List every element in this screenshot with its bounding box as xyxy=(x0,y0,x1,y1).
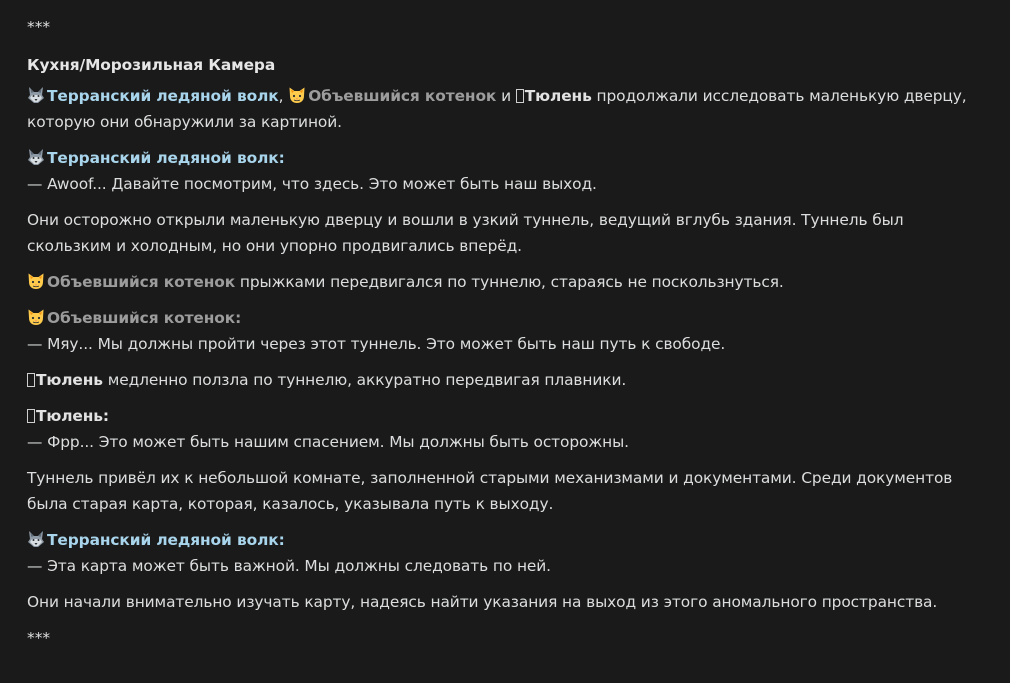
paragraph-cat-moves-text: прыжками передвигался по туннелю, стараясь не поскользнуться. xyxy=(239,273,784,291)
speaker-name: Терранский ледяной волк: xyxy=(47,531,285,549)
speech-line: — Фрр... Это может быть нашим спасением. Мы должны быть осторожны. xyxy=(27,433,629,451)
paragraph-intro xyxy=(27,83,980,135)
speech-line: — Awoof... Давайте посмотрим, что здесь. Это может быть наш выход. xyxy=(27,175,597,193)
paragraph-tunnel: Они осторожно открыли маленькую дверцу и вошли в узкий туннель, ведущий вглубь здания. Туннель был скользким и холодным, но они упорно продвигались вперёд. xyxy=(27,211,904,255)
seal-name: Тюлень xyxy=(36,371,103,389)
missing-glyph-icon xyxy=(516,89,524,103)
speech-line: — Эта карта может быть важной. Мы должны следовать по ней. xyxy=(27,557,551,575)
paragraph-intro-text: продолжали исследовать маленькую дверцу, которую они обнаружили за картиной. xyxy=(27,87,967,131)
comma: , xyxy=(278,87,284,105)
wolf-name: Терранский ледяной волк xyxy=(47,87,279,105)
conjunction: и xyxy=(501,87,511,105)
paragraph-seal-moves-text: медленно ползла по туннелю, аккуратно передвигая плавники. xyxy=(107,371,627,389)
wolf-face-icon xyxy=(27,530,45,548)
speech-block-wolf-2 xyxy=(27,527,980,579)
wolf-face-icon xyxy=(27,148,45,166)
cat-name: Объевшийся котенок xyxy=(47,273,236,291)
separator-top: *** xyxy=(27,18,51,36)
wolf-face-icon xyxy=(27,86,45,104)
missing-glyph-icon xyxy=(27,373,35,387)
missing-glyph-icon xyxy=(27,409,35,423)
paragraph-map: Они начали внимательно изучать карту, надеясь найти указания на выход из этого аномального пространства. xyxy=(27,593,938,611)
message-body xyxy=(27,14,980,661)
speaker-name: Тюлень: xyxy=(36,407,109,425)
speech-block-seal xyxy=(27,403,980,455)
speech-line: — Мяу... Мы должны пройти через этот туннель. Это может быть наш путь к свободе. xyxy=(27,335,726,353)
location-heading: Кухня/Морозильная Камера xyxy=(27,56,276,74)
speech-block-wolf-1 xyxy=(27,145,980,197)
speech-block-cat xyxy=(27,305,980,357)
cat-name: Объевшийся котенок xyxy=(308,87,497,105)
paragraph-room: Туннель привёл их к небольшой комнате, заполненной старыми механизмами и документами. Среди документов была старая карта, которая, казалось, указывала путь к выходу. xyxy=(27,469,953,513)
cat-face-icon xyxy=(27,308,45,326)
speaker-name: Терранский ледяной волк: xyxy=(47,149,285,167)
seal-name: Тюлень xyxy=(524,87,592,105)
cat-face-icon xyxy=(27,272,45,290)
separator-bottom: *** xyxy=(27,629,51,647)
cat-face-icon xyxy=(288,86,306,104)
speaker-name: Объевшийся котенок: xyxy=(47,309,242,327)
paragraph-cat-moves xyxy=(27,269,980,295)
paragraph-seal-moves xyxy=(27,367,980,393)
